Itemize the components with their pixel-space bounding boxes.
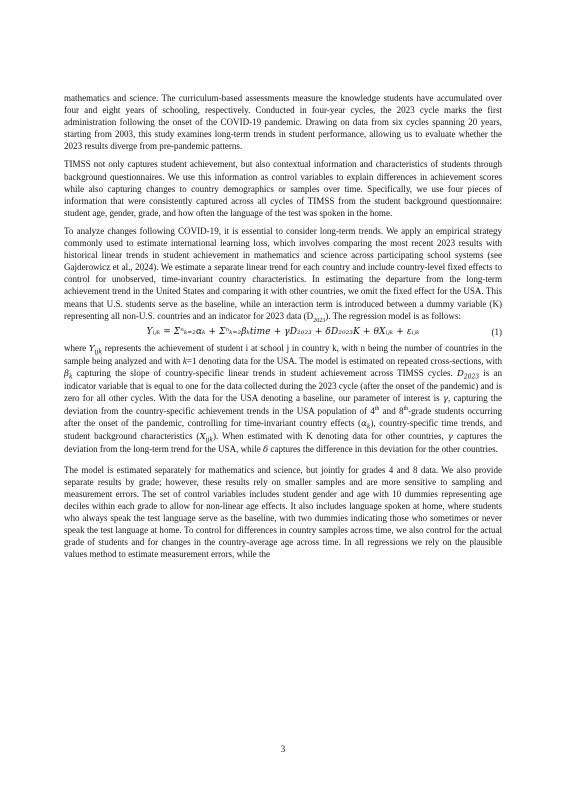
math-y-sub: ijk [94,348,102,356]
p4-text: represents the achievement of student i at school j in country k, with n being the number of countries in the sample being analyzed and with [64,342,502,366]
paragraph-3-text: To analyze changes following COVID-19, it is essential to consider long-term trends. We apply an empirical strategy commonly used to estimate international learning loss, which involves comparing the most recent 2023 results with historical linear trends in student achievement in mathematics and science across participating school systems (see Gajderowicz et al., 2024). We estimate a separate linear trend for each country and include country-level fixed effects to control for unobserved, time-invariant country characteristics. In estimating the departure from the long-term achievement trend in the United States and comparing it with other countries, we omit the fixed effect for the USA. This means that U.S. students serve as the baseline, while an interaction term is introduced between a dummy variable (K) representing all non-U.S. countries and an indicator for 2023 data (D [64,225,502,321]
p4-text: capturing the slope of country-specific linear trends in student achievement across TIMSS cycles. [72,367,457,378]
paragraph-3 [64,225,502,322]
math-beta-sub: k [68,373,73,381]
math-gamma: γ [442,394,449,405]
p4-text: is an indicator variable that is equal to one for the data collected during the 2023 cycle (after the onset of the pandemic) and is zero for all other cycles. With the data for the USA denoting a baseline, our parameter of interest is [64,367,502,404]
math-x-sub: ijk [205,437,213,445]
paragraph-3-end: ). The regression model is as follows: [325,310,461,321]
p4-text: -grade students occurring after the onset of the pandemic, controlling for time-invariant country effects ( [64,406,502,429]
math-d-base: D [456,368,464,379]
math-y [89,344,102,354]
p4-text: captures the deviation from the long-term trend for the USA, while [64,431,502,455]
paragraph-1: mathematics and science. The curriculum-based assessments measure the knowledge students have accumulated over four and eight years of schooling, respectively. Conducted in four-year cycles, the 2023 cycle marks the first administration following the onset of the COVID-19 pandemic. Drawing on data from six cycles spanning 20 years, starting from 2003, this study examines long-term trends in student performance, allowing us to evaluate whether the 2023 results diverge from pre-pandemic patterns. [64,93,502,152]
paragraph-4 [64,342,502,457]
paragraph-5: The model is estimated separately for mathematics and science, but jointly for grades 4 and 8 data. We also provide separate results by grade; however, these results rely on smaller samples and are more sensitive to sampling and measurement errors. The set of control variables includes student gender and age with 10 dummies representing age deciles within each grade to allow for non-linear age effects. It also includes language spoken at home, where students who always speak the test language serve as the baseline, with two dummies indicating those who sometimes or never speak the test language at home. To control for differences in country samples across time, we also control for the actual grade of students and for changes in the country-average age across time. In all regressions we rely on the plausible values method to estimate measurement errors, while the [64,464,502,560]
math-gamma: γ [447,432,453,443]
p4-text: where [64,342,89,353]
math-alpha [361,419,370,429]
p4-sup-th: th [403,406,409,413]
p4-text: =1 denoting data for the USA. The model is estimated on repeated cross-sections, with [186,355,503,366]
equation-number: (1) [491,326,502,337]
paragraph-2: TIMSS not only captures student achievement, but also contextual information and characteristics of students through background questionnaires. We use this information as control variables to explain differences in achievement scores while also capturing changes to country demographics or samples over time. Specifically, we use four pieces of information that were consistently captured across all cycles of TIMSS from the student background questionnaire: student age, gender, grade, and how often the language of the test was spoken in the home. [64,159,502,218]
regression-equation [64,325,502,340]
p4-text: , capturing the deviation from the country-specific achievement trends in the USA population of 4 [64,393,502,417]
math-d2023 [457,369,479,379]
math-beta [64,369,73,379]
equation-text: Yᵢⱼₖ = Σⁿₖ₌₂αₖ + Σⁿₖ₌₂βₖtime + γD₂₀₂₃ + δD₂₀₂₃K + θXᵢⱼₖ + εᵢⱼₖ [146,326,420,337]
p4-sup-th: th [374,406,380,413]
body-text [64,92,502,566]
paragraph-3-subscript: 2023 [313,317,326,324]
page-number: 3 [280,744,286,754]
p4-text: captures the difference in this deviation for the other countries. [268,444,498,455]
p4-text: and 8 [379,406,404,417]
p4-k: k [182,355,187,366]
math-x-base: X [199,432,206,443]
math-delta: δ [262,445,269,456]
math-alpha-base: α [361,419,367,430]
math-d-sub: 2023 [463,373,480,381]
p4-text: ), country-specific time trends, and student background characteristics ( [64,418,502,442]
p4-text: ). When estimated with K denoting data for other countries, [212,431,448,442]
math-alpha-sub: k [366,423,371,431]
math-beta-base: β [64,368,69,379]
math-y-base: Y [88,343,95,354]
math-x [199,432,213,445]
